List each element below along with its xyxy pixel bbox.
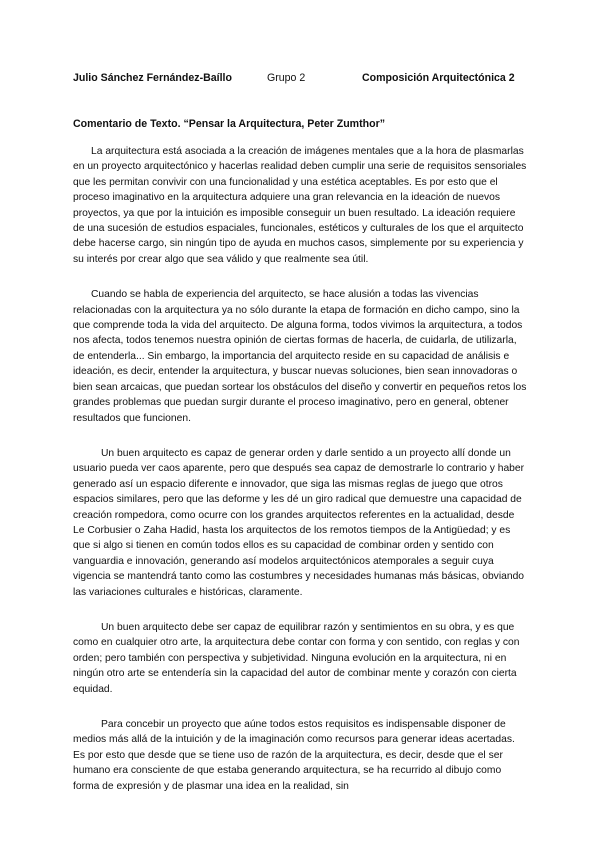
paragraph: La arquitectura está asociada a la creación de imágenes mentales que a la hora de plasmarlas en un proyecto arquitectónico y hacerlas realidad deben cumplir una serie de requisitos sensoriales que les permitan convivir con una funcionalidad y una estética aceptables. Es por esto que el proceso imaginativo en la arquitectura adquiere una gran relevancia en la ideación de nuevos proyectos, ya que por la intuición es imposible conseguir un buen resultado. La ideación requiere de una sucesión de estudios espaciales, funcionales, estéticos y culturales de los que el arquitecto debe hacerse cargo, sin ningún tipo de ayuda en muchos casos, simplemente por su experiencia y su interés por crear algo que sea válido y que realmente sea útil. bbox=[73, 146, 527, 265]
group-label: Grupo 2 bbox=[267, 72, 306, 84]
paragraph: Un buen arquitecto es capaz de generar orden y darle sentido a un proyecto allí donde un usuario pueda ver caos aparente, pero que después sea capaz de demostrarle lo contrario y haber generado así un espacio diferente e innovador, que siga las mismas reglas de juego que otros espacios similares, pero que las deforme y les dé un giro radical que demuestre una capacidad de creación rompedora, como ocurre con los grandes arquitectos referentes en la actualidad, desde Le Corbusier o Zaha Hadid, hasta los arquitectos de los remotos tiempos de la Antigüedad; y es que si algo si tienen en común todos ellos es su capacidad de combinar orden y sentido con vanguardia e innovación, generando así modelos arquitectónicos atemporales a seguir cuya vigencia se mantendrá tanto como las costumbres y necesidades humanas más básicas, obviando las variaciones culturales e históricas, claramente. bbox=[73, 447, 525, 598]
document-title: Comentario de Texto. “Pensar la Arquitectura, Peter Zumthor” bbox=[73, 118, 385, 130]
page-header bbox=[73, 72, 533, 88]
paragraph: Un buen arquitecto debe ser capaz de equilibrar razón y sentimientos en su obra, y es que como en cualquier otro arte, la arquitectura debe contar con forma y con sentido, con reglas y con orden; pero también con perspectiva y subjetividad. Ninguna evolución en la arquitectura, ni en ningún otro arte se entendería sin la capacidad del autor de combinar mente y corazón con cierta equidad. bbox=[73, 621, 520, 695]
author-name: Julio Sánchez Fernández-Baíllo bbox=[73, 72, 232, 84]
paragraph: Para concebir un proyecto que aúne todos estos requisitos es indispensable disponer de medios más allá de la intuición y de la imaginación como recursos para generar ideas acertadas. Es por esto que desde que se tiene uso de razón de la arquitectura, es decir, desde que el ser humano era consciente de que estaba generando arquitectura, se ha recurrido al dibujo como forma de expresión y de plasmar una idea en la realidad, sin bbox=[73, 719, 515, 792]
course-name: Composición Arquitectónica 2 bbox=[362, 72, 515, 84]
paragraph: Cuando se habla de experiencia del arquitecto, se hace alusión a todas las vivencias relacionadas con la arquitectura ya no sólo durante la etapa de formación en dicho campo, sino la que comprende toda la vida del arquitecto. De alguna forma, todos vivimos la arquitectura, a todos nos afecta, todos tenemos nuestra opinión de ciertas formas de hacerla, de cuidarla, de utilizarla, de entenderla... Sin embargo, la importancia del arquitecto reside en su capacidad de análisis e ideación, es decir, entender la arquitectura, y buscar nuevas soluciones, bien sean innovadoras o bien sean arcaicas, que puedan sortear los obstáculos del diseño y convertir en pequeños retos los grandes problemas que puedan surgir durante el proceso imaginativo, pero en general, obtener resultados que funcionen. bbox=[73, 289, 527, 424]
document-body bbox=[73, 144, 528, 814]
